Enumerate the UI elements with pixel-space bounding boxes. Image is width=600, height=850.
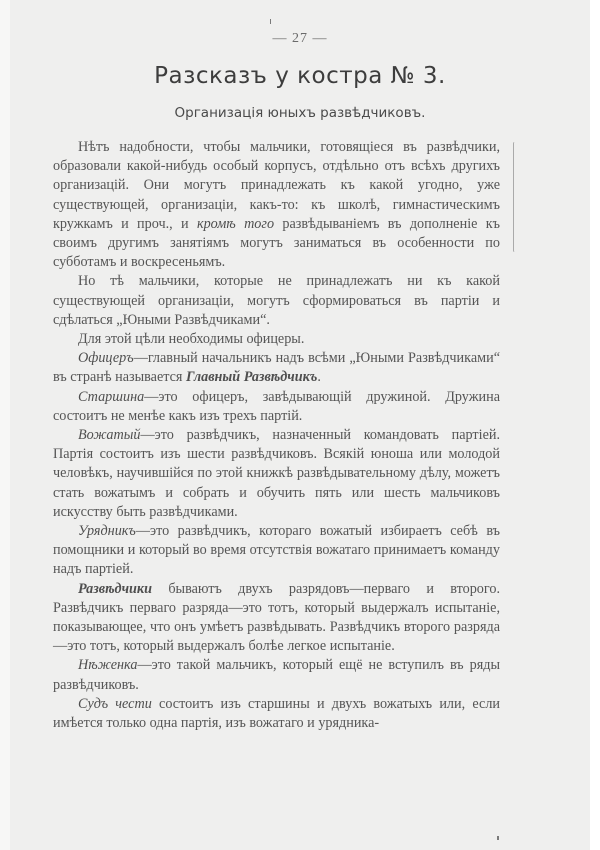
term-corporal: Урядникъ <box>78 523 136 540</box>
emphasis-chief-scout: Главный Развѣдчикъ <box>186 369 318 386</box>
ink-speck <box>497 836 499 840</box>
paragraph-text: Но тѣ мальчики, которые не принадлежатъ ни къ какой существующей организаціи, могутъ сформироваться въ партіи и сдѣлаться „Юными Развѣдчиками“. <box>53 273 500 328</box>
definition-court-of-honour <box>53 695 500 733</box>
definition-corporal <box>53 522 500 580</box>
ink-speck <box>270 19 271 24</box>
term-court-of-honour: Судъ чести <box>78 695 152 712</box>
paragraph-text: Для этой цѣли необходимы офицеры. <box>78 331 305 348</box>
chapter-subtitle: Организація юныхъ развѣдчиковъ. <box>174 105 426 121</box>
page-edge <box>590 0 600 850</box>
paragraph-text: Нѣтъ надобности, чтобы мальчики, готовящіеся въ развѣдчики, образовали какой-нибудь особый корпусъ, отдѣльно отъ всѣхъ другихъ организацій. Они могутъ принадлежать къ какой угодно, уже существующей, организаціи, какъ-то: къ школѣ, гимнастическимъ кружкамъ и проч., и <box>53 139 500 232</box>
definition-text: бываютъ двухъ разрядовъ—перваго и второго. Развѣдчикъ перваго разряда—это тотъ, который выдержалъ испытаніе, показывающее, что онъ умѣетъ развѣдывать. Развѣдчикъ второго разряда—это тотъ, который выдержалъ болѣе легкое испытаніе. <box>53 580 500 655</box>
definition-officer <box>53 349 500 387</box>
definition-text: —это развѣдчикъ, назначенный командовать партіей. Партія состоитъ изъ шести развѣдчиковъ. Всякій юноша или молодой человѣкъ, научившійся по этой книжкѣ развѣдывательному дѣлу, можетъ стать вожатымъ и собрать и обучить пять или шесть мальчиковъ искусству быть развѣдчиками. <box>53 427 500 520</box>
definition-text: —это развѣдчикъ, котораго вожатый избираетъ себѣ въ помощники и который во время отсутствія вожатаго принимаетъ команду надъ партіей. <box>53 523 500 578</box>
body-text <box>53 138 500 733</box>
paragraph-officers-needed <box>53 330 500 349</box>
page-number: — 27 — <box>272 31 328 46</box>
definition-scoutmaster <box>53 388 500 426</box>
chapter-title: Разсказъ у костра № 3. <box>154 63 446 89</box>
paragraph-non-members <box>53 272 500 330</box>
emphasis-text: кромѣ того <box>196 215 275 232</box>
term-scoutmaster: Старшина <box>78 388 145 405</box>
definition-tenderfoot <box>53 656 500 694</box>
paragraph-text: развѣдываніемъ въ дополненіе къ своимъ другимъ занятіямъ могутъ заниматься въ особенности по субботамъ и воскресеньямъ. <box>53 215 500 271</box>
definition-patrol-leader <box>53 426 500 522</box>
definition-text: —это такой мальчикъ, который ещё не вступилъ въ ряды развѣдчиковъ. <box>53 657 500 693</box>
term-officer: Офицеръ <box>78 350 134 367</box>
definition-scouts <box>53 580 500 657</box>
definition-text: —это офицеръ, завѣдывающій дружиной. Дружина состоитъ не менѣе какъ изъ трехъ партій. <box>53 388 500 424</box>
definition-text: —главный начальникъ надъ всѣми „Юными Развѣдчиками“ въ странѣ называется <box>53 350 500 386</box>
definition-text: . <box>317 369 321 386</box>
margin-pencil-mark <box>513 142 516 252</box>
term-patrol-leader: Вожатый <box>78 427 141 444</box>
definition-text: состоитъ изъ старшины и двухъ вожатыхъ или, если имѣется только одна партія, изъ вожатаго и урядника- <box>53 695 500 732</box>
term-scouts: Развѣдчики <box>78 580 153 597</box>
term-tenderfoot: Нѣженка <box>78 657 138 674</box>
paragraph-intro <box>53 138 500 272</box>
